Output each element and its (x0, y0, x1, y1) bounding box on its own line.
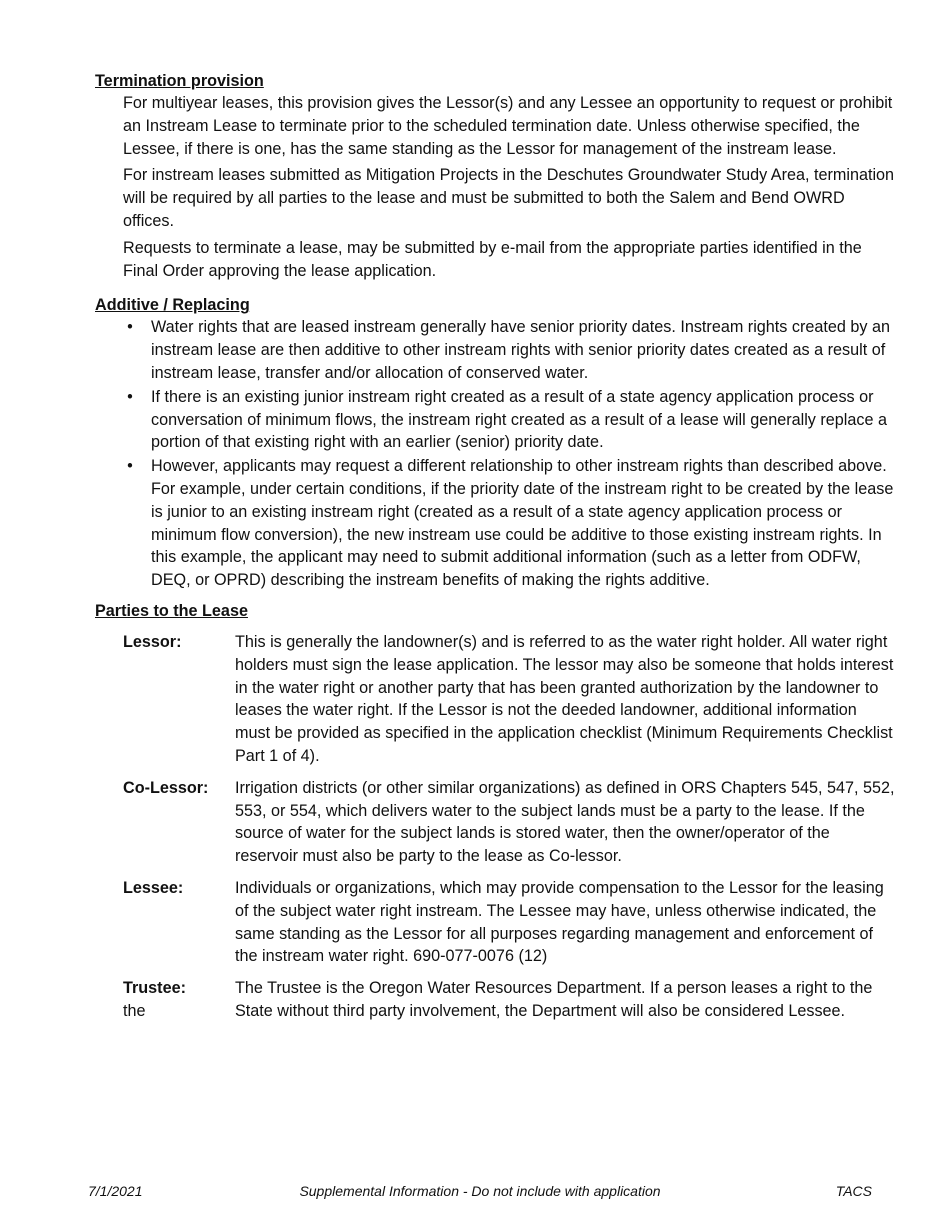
party-term: Co-Lessor: (123, 778, 209, 797)
document-body (95, 70, 895, 1032)
list-item (95, 386, 895, 454)
section-additive (95, 294, 895, 592)
termination-paragraph-1: For multiyear leases, this provision gives the Lessor(s) and any Lessee an opportunity to request or prohibit an Instream Lease to terminate prior to the scheduled termination date. Unless otherwise specified, the Lessee, if there is one, has the same standing as the Lessor for management of the instream lease. (123, 94, 893, 158)
party-trustee (123, 977, 895, 1023)
bullet-icon: • (127, 318, 133, 337)
list-item (95, 455, 895, 592)
footer-date: 7/1/2021 (88, 1183, 143, 1199)
party-description: This is generally the landowner(s) and is referred to as the water right holder. All water right holders must sign the lease application. The lessor may also be someone that holds interest in the water right or another party that has been granted authorization by the landowner to leases the water right. If the Lessor is not the deeded landowner, additional information must be provided as specified in the application checklist (Minimum Requirements Checklist Part 1 of 4). (235, 632, 894, 765)
party-term: Lessor: (123, 632, 182, 651)
termination-heading: Termination provision (95, 72, 264, 90)
party-term-overflow: the (123, 1001, 146, 1020)
additive-bullet-list (95, 316, 895, 592)
section-termination (95, 70, 895, 282)
party-description: Irrigation districts (or other similar organizations) as defined in ORS Chapters 545, 547, 552, 553, or 554, which delivers water to the subject lands must be a party to the lease. If the source of water for the subject lands is stored water, then the owner/operator of the reservoir must also be party to the lease as Co-lessor. (235, 778, 895, 866)
party-description: The Trustee is the Oregon Water Resources Department. If a person leases a right to the State without third party involvement, the Department will also be considered Lessee. (235, 979, 873, 1020)
party-lessor (123, 631, 895, 768)
termination-paragraph-3: Requests to terminate a lease, may be submitted by e-mail from the appropriate parties identified in the Final Order approving the lease application. (123, 238, 862, 280)
bullet-icon: • (127, 457, 133, 476)
party-term: Trustee: (123, 979, 186, 998)
list-item (95, 316, 895, 384)
party-term: Lessee: (123, 878, 184, 897)
bullet-text: Water rights that are leased instream generally have senior priority dates. Instream rights created by an instream lease are then additive to other instream rights with senior priority dates created as a result of instream lease, transfer and/or allocation of conserved water. (151, 318, 890, 382)
additive-heading: Additive / Replacing (95, 296, 250, 315)
bullet-text: However, applicants may request a different relationship to other instream rights than described above. For example, under certain conditions, if the priority date of the instream right to be created by the lease is junior to an existing instream right (created as a result of a state agency application process or minimum flow conversion), the new instream use could be additive to those existing instream rights. In this example, the applicant may need to submit additional information (such as a letter from ODFW, DEQ, or OPRD) describing the instream benefits of making the rights additive. (151, 457, 894, 590)
bullet-icon: • (127, 387, 133, 406)
bullet-text: If there is an existing junior instream right created as a result of a state agency application process or conversation of minimum flows, the instream right created as a result of a lease will generally replace a portion of that existing right with an earlier (senior) priority date. (151, 387, 887, 452)
party-co-lessor (123, 777, 895, 868)
party-term-wrapper (123, 977, 235, 1023)
page-footer (88, 1181, 872, 1201)
section-parties (95, 600, 895, 1023)
party-lessee (123, 877, 895, 968)
party-description: Individuals or organizations, which may provide compensation to the Lessor for the leasing of the subject water right instream. The Lessee may have, unless otherwise indicated, the same standing as the Lessor for all purposes regarding management and enforcement of the instream water right. 690-077-0076 (12) (235, 878, 884, 966)
footer-label: TACS (835, 1183, 872, 1199)
parties-heading: Parties to the Lease (95, 601, 248, 620)
footer-notice: Supplemental Information - Do not include with application (299, 1183, 661, 1199)
termination-paragraph-2: For instream leases submitted as Mitigation Projects in the Deschutes Groundwater Study Area, termination will be required by all parties to the lease and must be submitted to both the Salem and Bend OWRD offices. (123, 166, 895, 230)
